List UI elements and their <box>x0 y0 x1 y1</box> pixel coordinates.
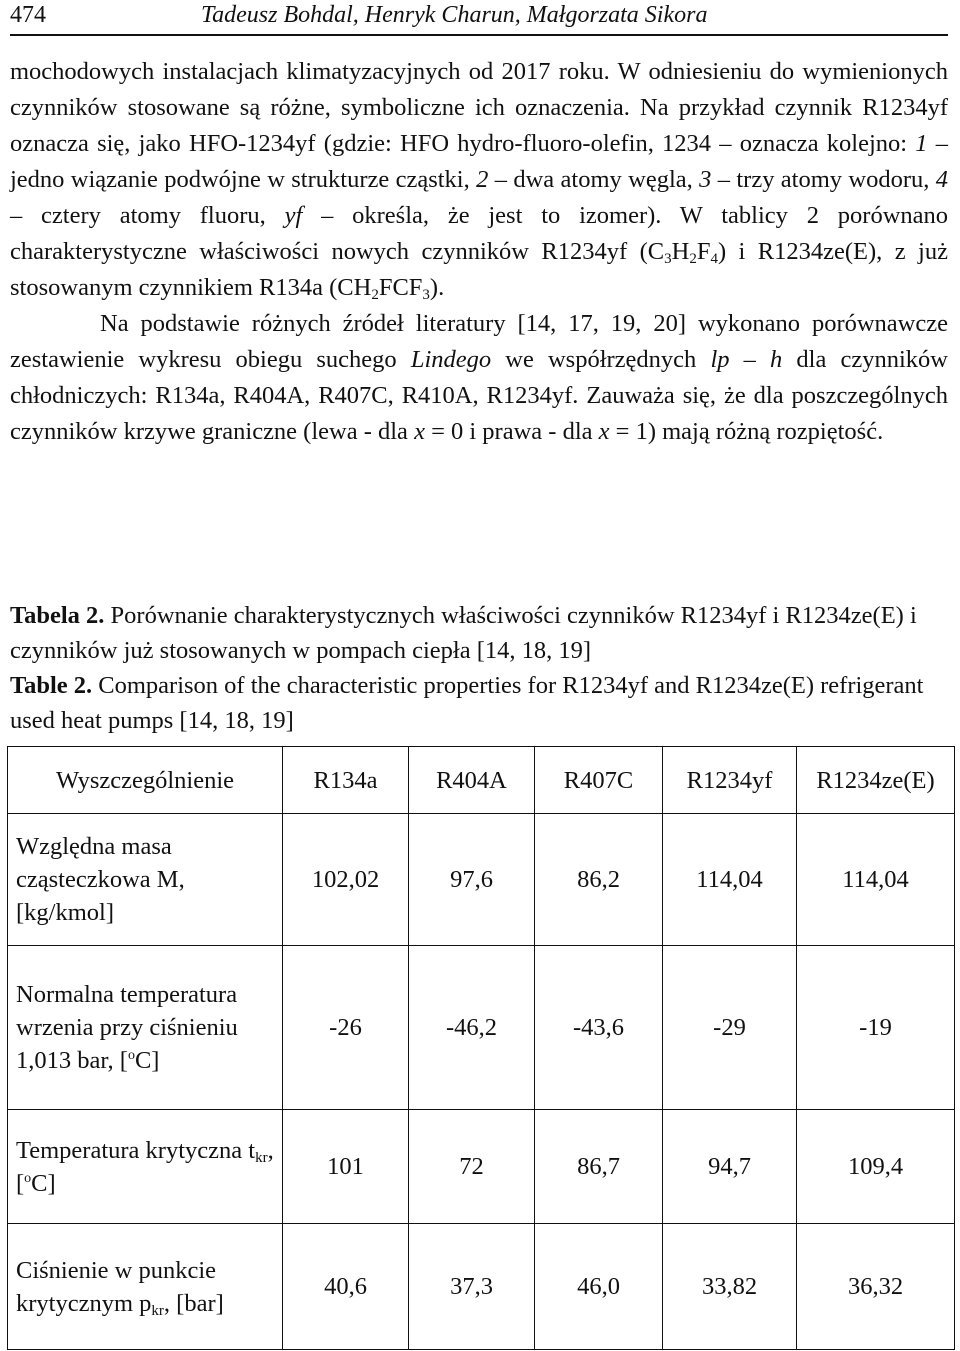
column-header: R1234yf <box>663 747 797 814</box>
column-header: R404A <box>409 747 535 814</box>
text-run-italic: x <box>598 418 610 445</box>
table-row <box>8 946 955 1110</box>
caption-english <box>10 668 948 738</box>
table-cell: 101 <box>283 1110 409 1224</box>
table-cell: 86,7 <box>535 1110 663 1224</box>
row-label <box>8 946 283 1110</box>
text-run-italic: 1 <box>915 130 928 157</box>
subscript: 3 <box>664 251 672 267</box>
table-header-row <box>8 747 955 814</box>
text-run-italic: yf <box>284 202 303 229</box>
text-run-italic: 3 <box>699 166 712 193</box>
paragraph-2 <box>10 306 948 450</box>
table-cell: 97,6 <box>409 814 535 946</box>
subscript: 3 <box>422 287 430 303</box>
row-label <box>8 1224 283 1350</box>
table-row <box>8 1110 955 1224</box>
table-cell: 37,3 <box>409 1224 535 1350</box>
text-run: Na podstawie różnych źródeł literatury [14, 17, 19, 20] wykonano porównawcze zestawienie wykresu obiegu suchego <box>10 310 948 373</box>
table-cell: 33,82 <box>663 1224 797 1350</box>
table-cell: -29 <box>663 946 797 1110</box>
column-header: R1234ze(E) <box>797 747 955 814</box>
text-run-italic: lp <box>710 346 730 373</box>
text-run: – trzy atomy wodoru, <box>711 166 936 193</box>
caption-text: Porównanie charakterystycznych właściwości czynników R1234yf i R1234ze(E) i czynników już stosowanych w pompach ciepła [14, 18, 19] <box>10 602 917 664</box>
caption-polish <box>10 598 948 668</box>
page-number: 474 <box>10 2 46 28</box>
text-run: – dwa atomy węgla, <box>488 166 700 193</box>
text-run-italic: 2 <box>476 166 489 193</box>
text-run: Ciśnienie w punkcie krytycznym p <box>16 1256 217 1317</box>
text-run: = 0 i prawa - dla <box>424 418 599 445</box>
body-text <box>10 54 948 450</box>
row-label: Względna masa cząsteczkowa M, [kg/kmol] <box>8 814 283 946</box>
text-run-italic: x <box>414 418 425 445</box>
caption-text: Comparison of the characteristic properties for R1234yf and R1234ze(E) refrigerant used heat pumps [14, 18, 19] <box>10 672 924 734</box>
table-cell: 114,04 <box>797 814 955 946</box>
table-cell: -26 <box>283 946 409 1110</box>
text-run: mochodowych instalacjach klimatyzacyjnych od 2017 roku. W odniesieniu do wymienionych czynników stosowane są różne, symboliczne ich oznaczenia. Na przykład czynnik R1234yf oznacza się, jako HFO-1234yf (gdzie: HFO hydro-fluoro-olefin, 1234 – oznacza kolejno: <box>10 58 948 157</box>
text-run: we współrzędnych <box>491 346 711 373</box>
text-run: C] <box>134 1047 160 1074</box>
table-cell: 86,2 <box>535 814 663 946</box>
column-header: R134a <box>283 747 409 814</box>
table-row <box>8 814 955 946</box>
text-run: Normalna temperatura wrzenia przy ciśnieniu 1,013 bar, [ <box>16 981 238 1074</box>
table-cell: 102,02 <box>283 814 409 946</box>
text-run: F <box>696 238 711 265</box>
table-cell: -43,6 <box>535 946 663 1110</box>
text-run: ). <box>429 274 445 301</box>
text-run: – <box>729 346 771 373</box>
table-cell: 36,32 <box>797 1224 955 1350</box>
header-authors: Tadeusz Bohdal, Henryk Charun, Małgorzata Sikora <box>201 2 708 28</box>
text-run-italic: Lindego <box>410 346 492 373</box>
table-cell: -19 <box>797 946 955 1110</box>
properties-table <box>7 746 955 1350</box>
table-caption <box>10 598 948 738</box>
subscript: kr <box>255 1149 268 1166</box>
text-run: FCF <box>378 274 423 301</box>
row-label <box>8 1110 283 1224</box>
text-run: C] <box>31 1169 56 1197</box>
text-run: = 1) mają różną rozpiętość. <box>609 418 884 445</box>
subscript: 2 <box>371 287 379 303</box>
table-cell: 72 <box>409 1110 535 1224</box>
text-run-italic: h <box>770 346 783 373</box>
text-run: ) i R1234ze(E), z już stosowanym czynnikiem R134a (CH <box>10 238 948 301</box>
text-run-italic: 4 <box>935 166 949 193</box>
caption-label: Tabela 2. <box>10 602 105 629</box>
column-header: R407C <box>535 747 663 814</box>
running-header <box>10 0 948 36</box>
table-cell: 40,6 <box>283 1224 409 1350</box>
subscript: 2 <box>689 251 697 267</box>
table-cell: 94,7 <box>663 1110 797 1224</box>
subscript: 4 <box>710 251 718 267</box>
table-cell: 114,04 <box>663 814 797 946</box>
text-run: – cztery atomy fluoru, <box>10 202 285 229</box>
table-cell: -46,2 <box>409 946 535 1110</box>
paragraph-1 <box>10 54 948 306</box>
text-run: Temperatura krytyczna t <box>16 1136 256 1164</box>
column-header: Wyszczególnienie <box>8 747 283 814</box>
caption-label: Table 2. <box>10 672 93 699</box>
text-run: , [ <box>16 1136 274 1197</box>
text-run: H <box>671 238 690 265</box>
table-row <box>8 1224 955 1350</box>
superscript: o <box>127 1048 135 1063</box>
text-run: – określa, że jest to izomer). W tablicy 2 porównano charakterystyczne właściwości nowych czynników R1234yf (C <box>10 202 949 265</box>
text-run: dla czynników chłodniczych: R134a, R404A, R407C, R410A, R1234yf. Zauważa się, że dla poszczególnych czynników krzywe graniczne (lewa - dla <box>10 346 948 445</box>
table-cell: 109,4 <box>797 1110 955 1224</box>
table-cell: 46,0 <box>535 1224 663 1350</box>
text-run: – jedno wiązanie podwójne w strukturze cząstki, <box>10 130 949 193</box>
subscript: kr <box>151 1302 164 1319</box>
text-run: , [bar] <box>163 1289 224 1317</box>
superscript: o <box>24 1170 32 1186</box>
